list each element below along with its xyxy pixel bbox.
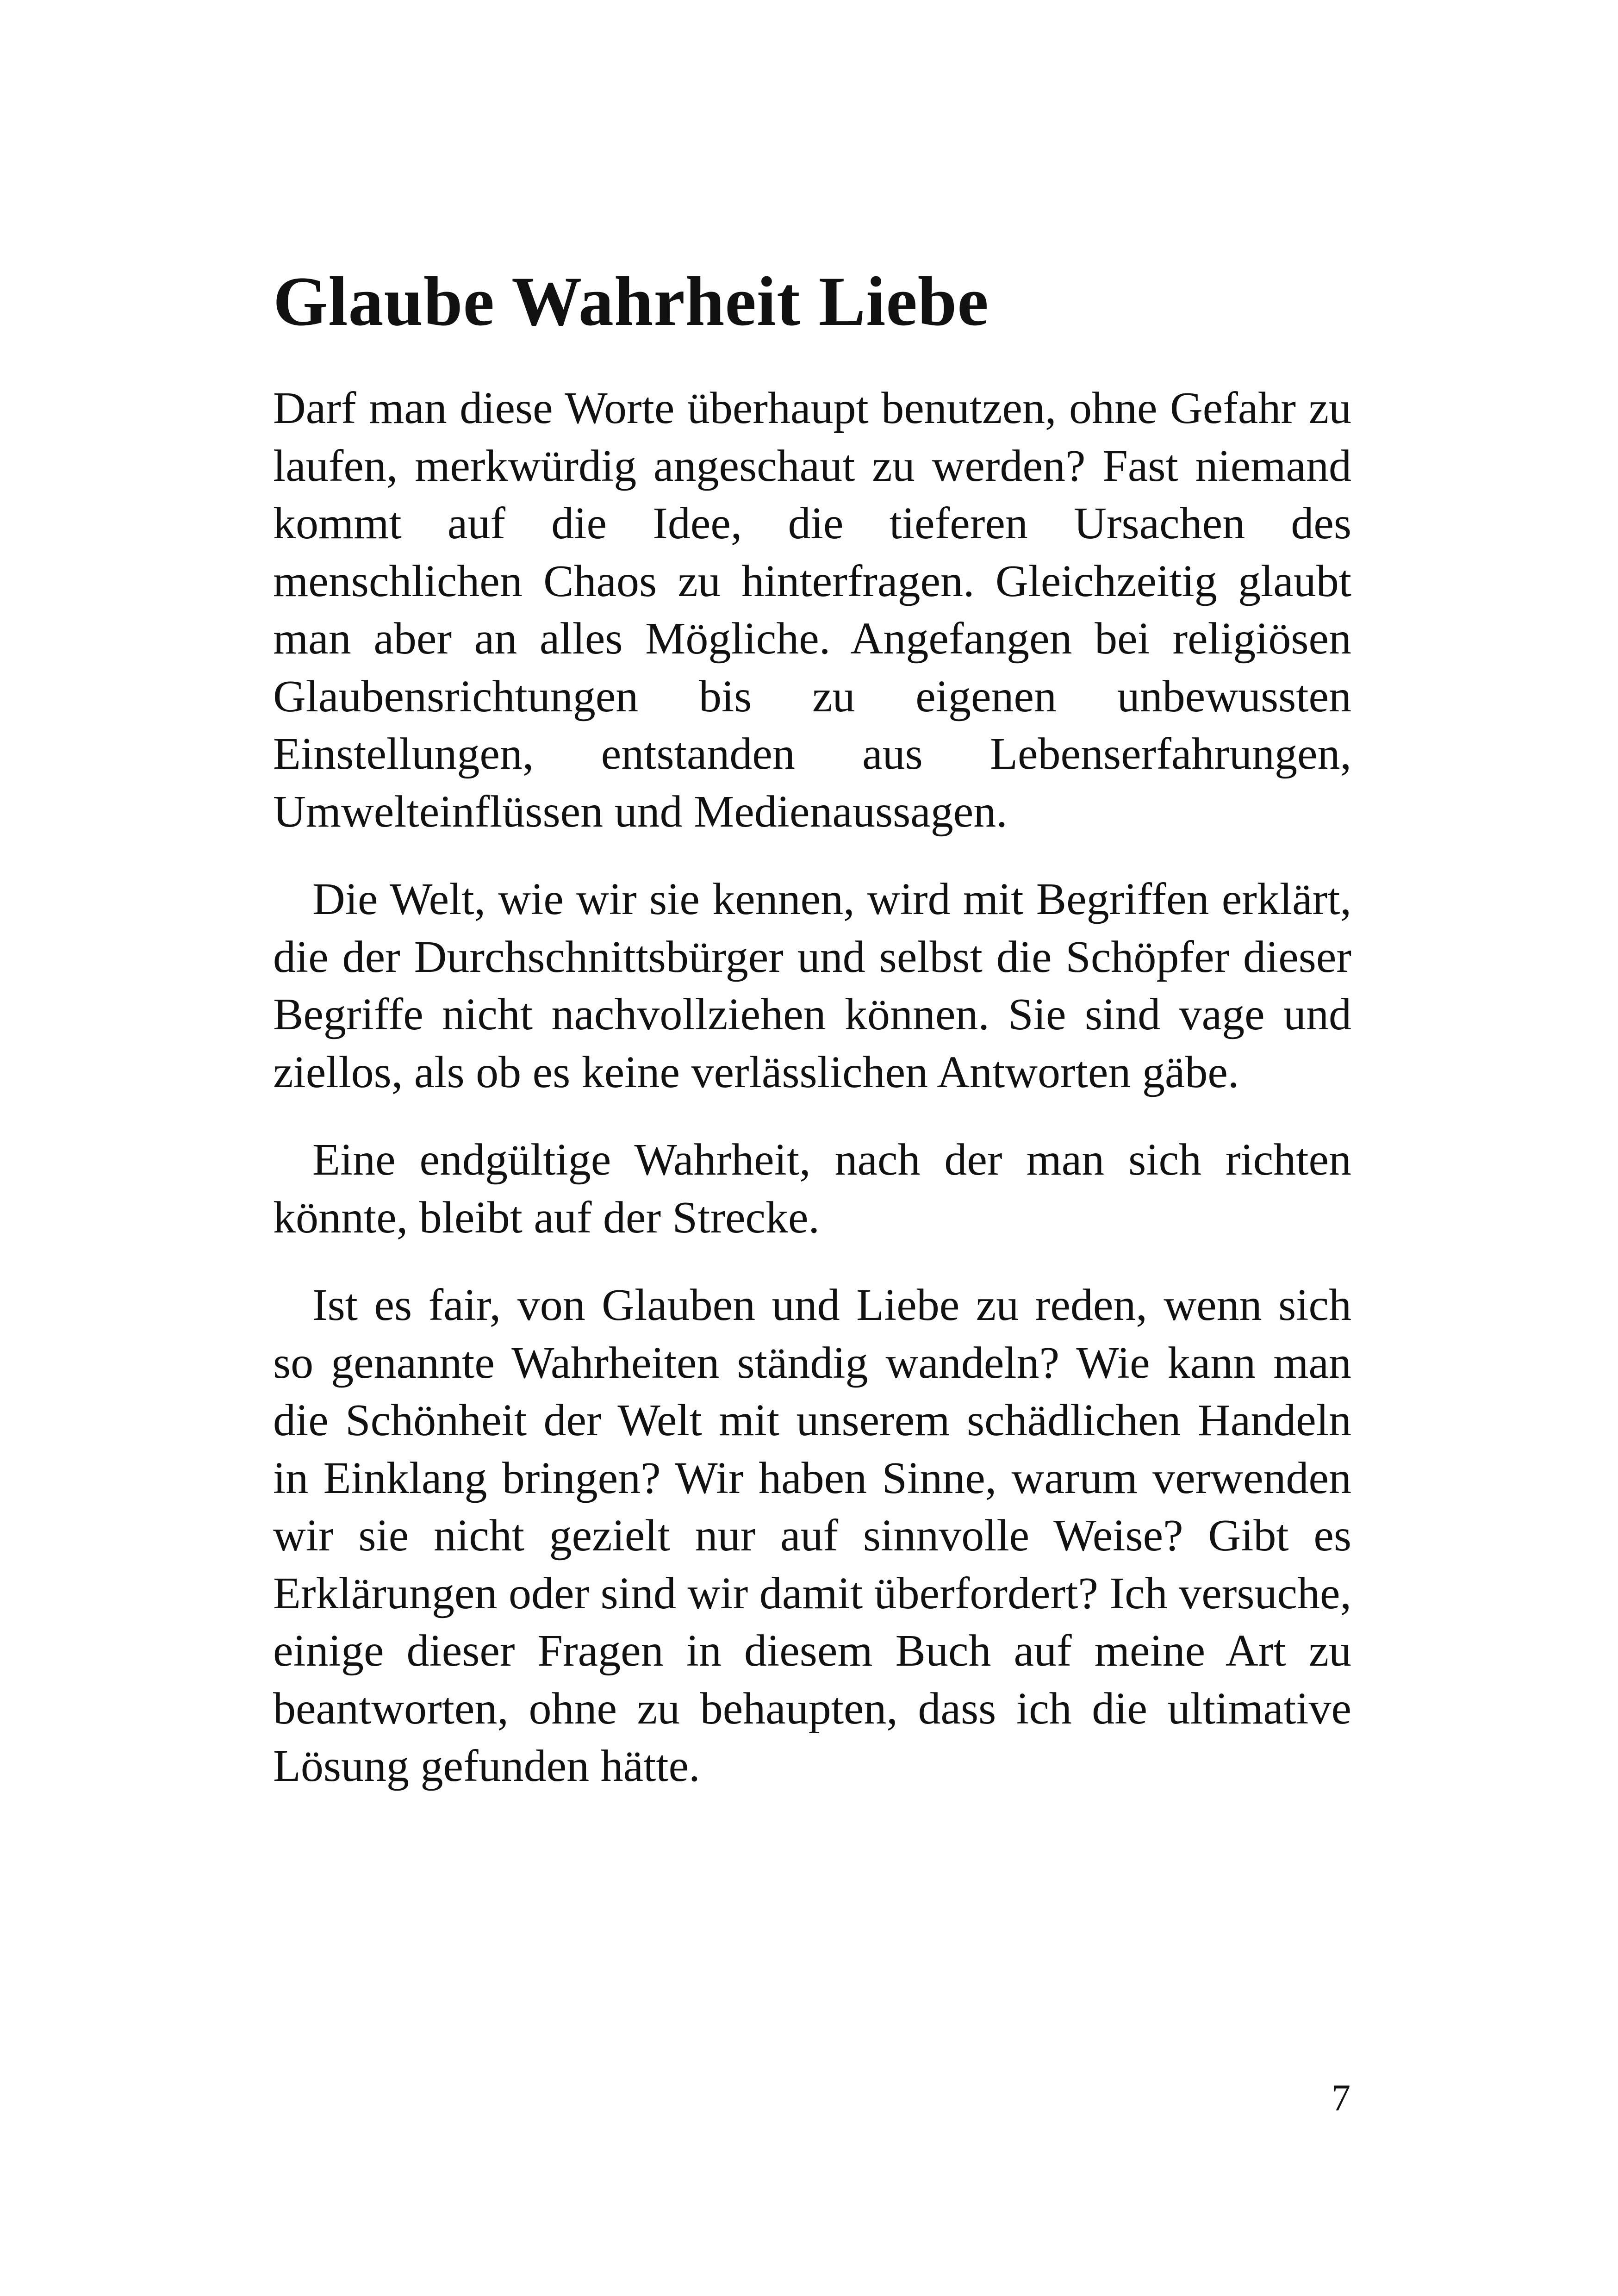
paragraph-4: Ist es fair, von Glauben und Liebe zu reden, wenn sich so genannte Wahrheiten ständig wandeln? Wie kann man die Schönheit der Welt mit unserem schädlichen Handeln in Einklang bringen? Wir haben Sinne, warum verwenden wir sie nicht gezielt nur auf sinnvolle Weise? Gibt es Erklärungen oder sind wir damit überfordert? Ich versuche, einige dieser Fragen in diesem Buch auf meine Art zu beantworten, ohne zu behaupten, dass ich die ultimative Lösung gefunden hätte.	[273, 1280, 1351, 1791]
chapter-title: Glaube Wahrheit Liebe	[273, 262, 989, 340]
paragraph-1: Darf man diese Worte überhaupt benutzen, ohne Gefahr zu laufen, merkwürdig angeschaut zu werden? Fast niemand kommt auf die Idee, die tieferen Ursachen des menschlichen Chaos zu hinterfragen. Gleichzeitig glaubt man aber an alles Mögliche. Angefangen bei religiösen Glaubensrichtungen bis zu eigenen unbewussten Einstellungen, entstanden aus Lebenserfahrungen, Umwelteinflüssen und Medienaussagen.	[273, 383, 1351, 837]
paragraph-2: Die Welt, wie wir sie kennen, wird mit Begriffen erklärt, die der Durchschnittsbürger und selbst die Schöpfer dieser Begriffe nicht nachvollziehen können. Sie sind vage und ziellos, als ob es keine verlässlichen Antworten gäbe.	[273, 874, 1351, 1097]
body-text	[273, 380, 1351, 1825]
page-number: 7	[1332, 2077, 1350, 2119]
paragraph-3: Eine endgültige Wahrheit, nach der man sich richten könnte, bleibt auf der Strecke.	[273, 1135, 1351, 1243]
